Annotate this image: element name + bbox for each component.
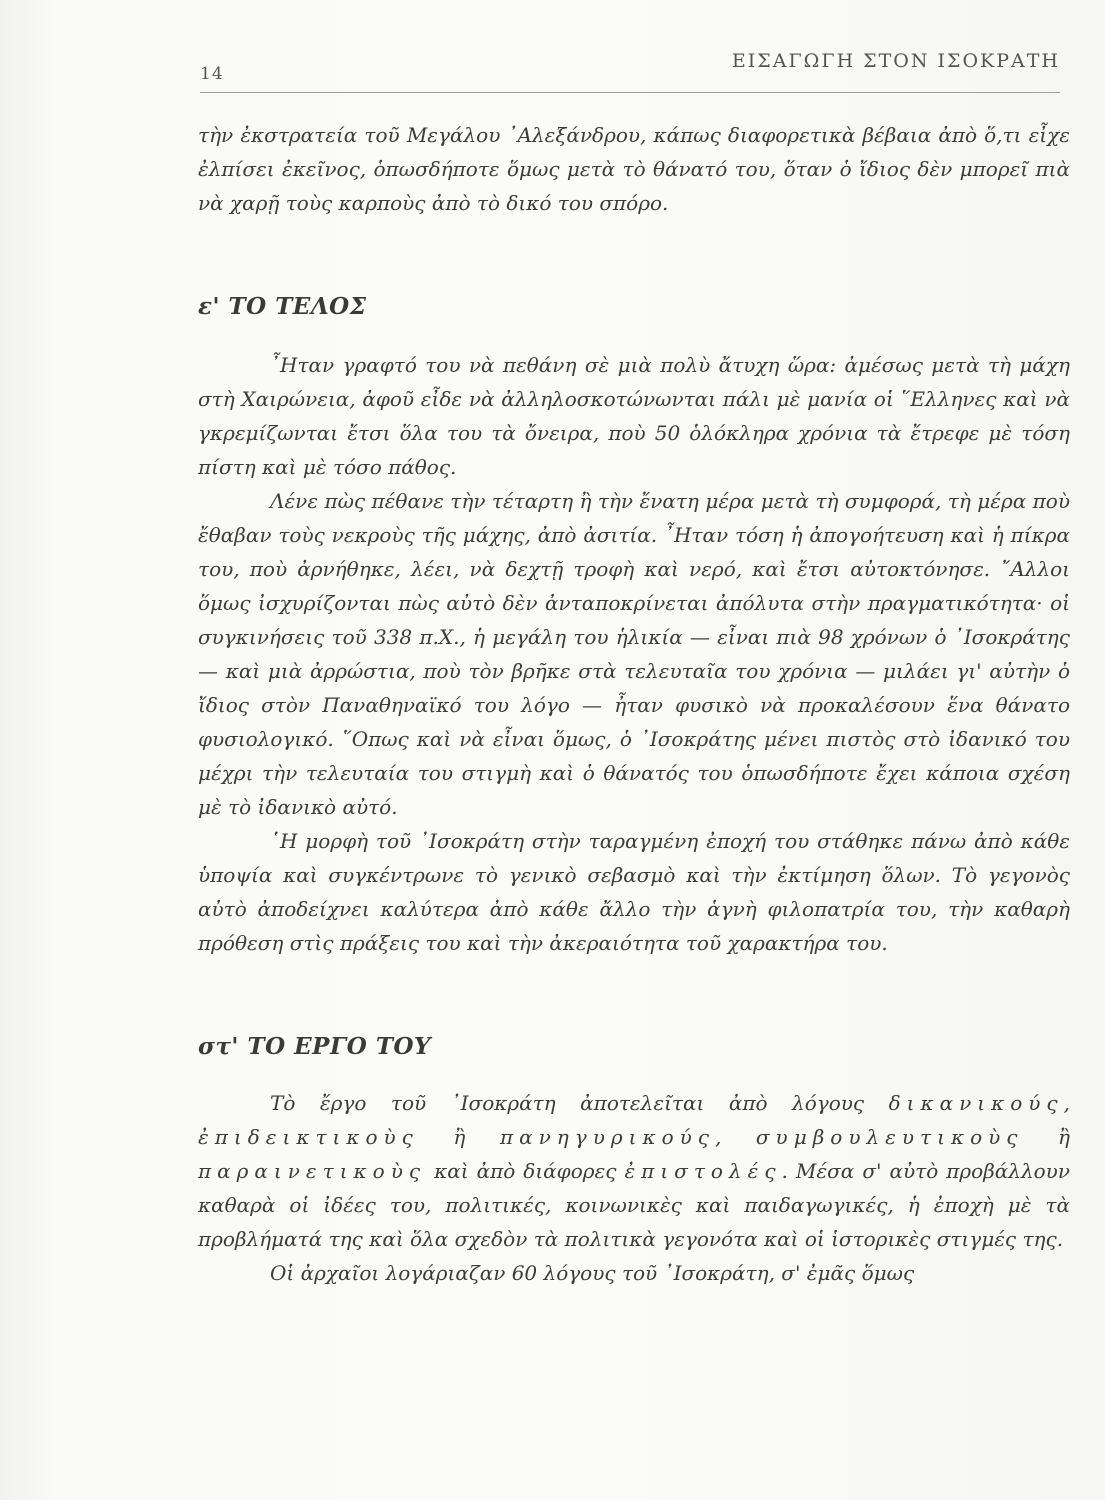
paragraph-end-2: Λένε πὼς πέθανε τὴν τέταρτη ἢ τὴν ἔνατη μέρα μετὰ τὴ συμφορά, τὴ μέρα ποὺ ἔθαβαν τοὺς νεκροὺς τῆς μάχης, ἀπὸ ἀσιτία. ῏Ηταν τόση ἡ ἀπογοήτευση καὶ ἡ πίκρα του, ποὺ ἀρνήθηκε, λέει, νὰ δεχτῇ τροφὴ καὶ νερό, καὶ ἔτσι αὐτοκτόνησε. ῎Αλλοι ὅμως ἰσχυρίζονται πὼς αὐτὸ δὲν ἀνταποκρίνεται ἀπόλυτα στὴν πραγματικότητα· οἱ συγκινήσεις τοῦ 338 π.Χ., ἡ μεγάλη του ἡλικία — εἶναι πιὰ 98 χρόνων ὁ ᾿Ισοκράτης — καὶ μιὰ ἀρρώστια, ποὺ τὸν βρῆκε στὰ τελευταῖα του χρόνια — μιλάει γι' αὐτὴν ὁ ἴδιος στὸν Παναθηναϊκό του λόγο — ἦταν φυσικὸ νὰ προκαλέσουν ἕνα θάνατο φυσιολογικό. ῞Οπως καὶ νὰ εἶναι ὅμως, ὁ ᾿Ισοκράτης μένει πιστὸς στὸ ἰδανικό του μέχρι τὴν τελευταία του στιγμὴ καὶ ὁ θάνατός του ὁπωσδήποτε ἔχει κάποια σχέση μὲ τὸ ἰδανικὸ αὐτό. [198, 489, 1070, 819]
body-text [198, 118, 1070, 1290]
section-heading-work: στ' ΤΟ ΕΡΓΟ ΤΟΥ [198, 1033, 431, 1060]
opening-paragraph: τὴν ἐκστρατεία τοῦ Μεγάλου ᾿Αλεξάνδρου, κάπως διαφορετικὰ βέβαια ἀπὸ ὅ,τι εἶχε ἐλπίσει ἐκεῖνος, ὁπωσδήποτε ὅμως μετὰ τὸ θάνατό του, ὅταν ὁ ἴδιος δὲν μπορεῖ πιὰ νὰ χαρῇ τοὺς καρποὺς ἀπὸ τὸ δικό του σπόρο. [198, 123, 1070, 215]
paragraph-end-3: ῾Η μορφὴ τοῦ ᾿Ισοκράτη στὴν ταραγμένη ἐποχή του στάθηκε πάνω ἀπὸ κάθε ὑποψία καὶ συγκέντρωνε τὸ γενικὸ σεβασμὸ καὶ τὴν ἐκτίμηση ὅλων. Τὸ γεγονὸς αὐτὸ ἀποδείχνει καλύτερα ἀπὸ κάθε ἄλλο τὴν ἁγνὴ φιλοπατρία του, τὴν καθαρὴ πρόθεση στὶς πράξεις του καὶ τὴν ἀκεραιότητα τοῦ χαρακτήρα του. [198, 829, 1070, 955]
text-segment: , [715, 1125, 756, 1149]
section-heading-end: ε' ΤΟ ΤΕΛΟΣ [198, 293, 367, 320]
text-segment: Τὸ ἔργο τοῦ ᾿Ισοκράτη ἀποτελεῖται ἀπὸ λόγους [270, 1091, 889, 1115]
page-number: 14 [200, 64, 224, 84]
text-segment: ἢ [1023, 1125, 1070, 1149]
running-title: ΕΙΣΑΓΩΓΗ ΣΤΟΝ ΙΣΟΚΡΑΤΗ [731, 50, 1060, 72]
paragraph-end-1: ῏Ηταν γραφτό του νὰ πεθάνη σὲ μιὰ πολὺ ἄτυχη ὥρα: ἀμέσως μετὰ τὴ μάχη στὴ Χαιρώνεια, ἀφοῦ εἶδε νὰ ἀλληλοσκοτώνωνται πάλι μὲ μανία οἱ ῞Ελληνες καὶ νὰ γκρεμίζωνται ἔτσι ὅλα του τὰ ὄνειρα, ποὺ 50 ὁλόκληρα χρόνια τὰ ἔτρεφε μὲ τόση πίστη καὶ μὲ τόσο πάθος. [198, 353, 1070, 479]
spaced-term-letters: ἐπιστολές [624, 1159, 782, 1183]
spaced-term-panegyric: πανηγυρικούς [499, 1125, 715, 1149]
page-header [200, 44, 1060, 100]
text-segment: ἢ [418, 1125, 500, 1149]
spaced-term-hortatory: παραινετικοὺς [198, 1159, 427, 1183]
header-rule [200, 92, 1060, 93]
text-segment: καὶ ἀπὸ διάφορες [426, 1159, 625, 1183]
text-segment: . Μέσα σ' αὐτὸ προβάλλουν καθαρὰ οἱ ἰδέες του, πολιτικές, κοινωνικὲς καὶ παιδαγωγικές, ἡ ἐποχὴ μὲ τὰ προβλήματά της καὶ ὅλα σχεδὸν τὰ πολιτικὰ γεγονότα καὶ οἱ ἱστορικὲς στιγμές της. [198, 1159, 1070, 1251]
paragraph-work-2: Οἱ ἀρχαῖοι λογάριαζαν 60 λόγους τοῦ ᾿Ισοκράτη, σ' ἐμᾶς ὅμως [270, 1261, 915, 1285]
spaced-term-deliberative: συμβουλευτικοὺς [755, 1125, 1024, 1149]
spaced-term-forensic: δικανικούς [888, 1091, 1064, 1115]
text-segment: , [1063, 1091, 1070, 1115]
paragraph-work-1 [198, 1086, 1070, 1256]
spaced-term-epideictic: ἐπιδεικτικοὺς [198, 1125, 419, 1149]
